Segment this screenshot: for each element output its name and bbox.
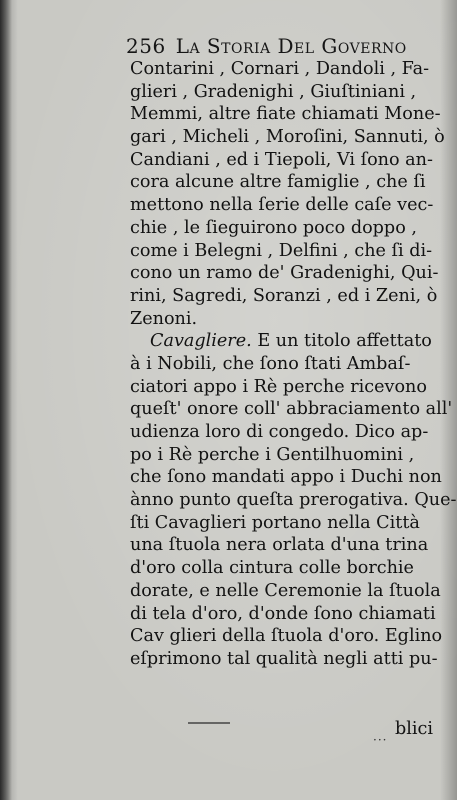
catchword: blici	[395, 719, 433, 739]
text-line: Zenoni.	[130, 308, 198, 329]
text-line: ciatori appo i Rè perche ricevono	[130, 376, 427, 397]
text-line: à i Nobili, che ſono ſtati Ambaſ-	[130, 353, 411, 374]
text-line: ſti Cavaglieri portano nella Città	[130, 512, 420, 533]
text-line: gari , Micheli , Moroſini, Sannuti, ò	[130, 127, 445, 148]
paragraph-lead-text: E un titolo affettato	[251, 331, 432, 352]
text-line: glieri , Gradenighi , Giuſtiniani ,	[130, 81, 417, 102]
text-line: ànno punto queſta prerogativa. Que-	[130, 490, 457, 511]
text-line: rini, Sagredi, Soranzi , ed i Zeni, ò	[130, 285, 438, 306]
text-line: d'oro colla cintura colle borchie	[130, 558, 414, 579]
text-line: Cav glieri della ſtuola d'oro. Eglino	[130, 626, 443, 647]
text-line: cora alcune altre famiglie , che ſi	[130, 172, 426, 193]
text-line: chie , le ſieguirono poco doppo ,	[130, 217, 417, 238]
body-text	[130, 58, 457, 671]
text-line: mettono nella ſerie delle caſe vec-	[130, 195, 434, 216]
text-line: di tela d'oro, d'onde ſono chiamati	[130, 603, 436, 624]
text-line: che ſono mandati appo i Duchi non	[130, 467, 442, 488]
text-line: Memmi, altre fiate chiamati Mone-	[130, 104, 441, 125]
text-line: eſprimono tal qualità negli atti pu-	[130, 648, 438, 669]
text-line: come i Belegni , Delfini , che ſi di-	[130, 240, 433, 261]
page-header	[126, 34, 407, 58]
text-line: po i Rè perche i Gentilhuomini ,	[130, 444, 415, 465]
signature-rule	[188, 722, 230, 724]
page-number: 256	[126, 34, 166, 58]
running-title: La Storia Del Governo	[175, 34, 407, 58]
text-line: dorate, e nelle Ceremonie la ſtuola	[130, 580, 441, 601]
text-line: cono un ramo de' Gradenighi, Qui-	[130, 263, 439, 284]
text-line: Contarini , Cornari , Dandoli , Fa-	[130, 59, 430, 79]
paragraph-lead-term: Cavagliere.	[150, 331, 252, 352]
text-line: una ſtuola nera orlata d'una trina	[130, 535, 429, 556]
text-line: queſt' onore coll' abbraciamento all'	[130, 399, 453, 420]
page-gutter-shadow	[0, 0, 12, 800]
printer-ornament-mark: ···	[373, 733, 388, 747]
text-line: Candiani , ed i Tiepoli, Vi ſono an-	[130, 149, 433, 170]
paragraph-lead-line	[130, 330, 438, 353]
text-line: udienza loro di congedo. Dico ap-	[130, 422, 429, 442]
